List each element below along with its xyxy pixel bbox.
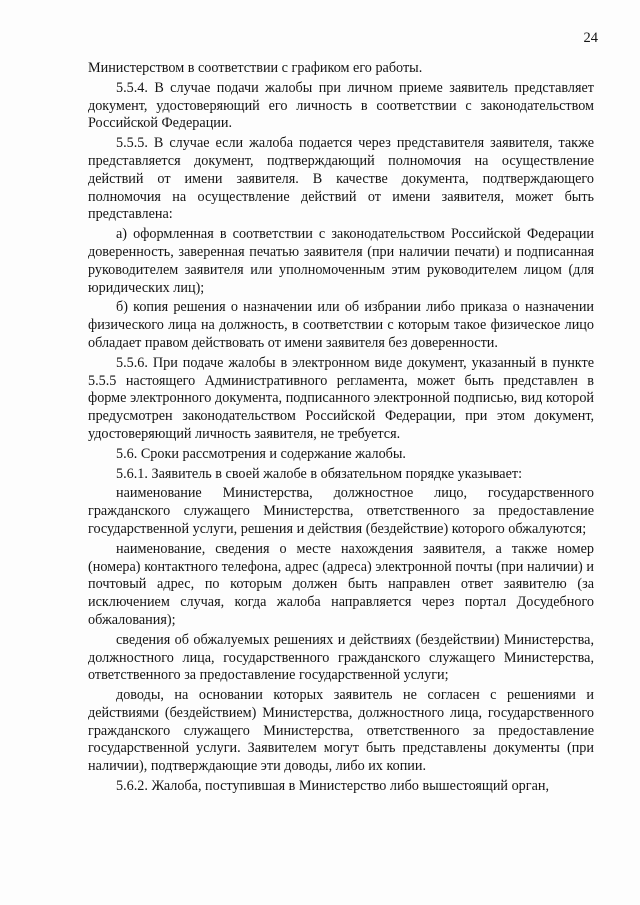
list-item: наименование Министерства, должностное лицо, государственного гражданского служащего Министерства, ответственного за предоставление государственной услуги, решения и действия (бездействие) которого обжалуются; bbox=[88, 485, 594, 537]
section-heading: 5.6. Сроки рассмотрения и содержание жалобы. bbox=[116, 445, 406, 462]
list-item: наименование, сведения о месте нахождения заявителя, а также номер (номера) контактного телефона, адрес (адреса) электронной почты (при наличии) и почтовый адрес, по которым должен быть направлен ответ заявителю (за исключением случая, когда жалоба направляется через портал Досудебного обжалования); bbox=[88, 540, 594, 628]
paragraph: 5.5.4. В случае подачи жалобы при личном приеме заявитель представляет документ, удостоверяющий его личность в соответствии с законодательством Российской Федерации. bbox=[88, 79, 594, 132]
page-number: 24 bbox=[583, 30, 598, 46]
paragraph: 5.6.1. Заявитель в своей жалобе в обязательном порядке указывает: bbox=[116, 465, 523, 482]
paragraph: 5.5.6. При подаче жалобы в электронном виде документ, указанный в пункте 5.5.5 настоящего Административного регламента, может быть представлен в форме электронного документа, подписанного электронной подписью, вид которой предусмотрен законодательством Российской Федерации, при этом документ, удостоверяющий личность заявителя, не требуется. bbox=[88, 354, 594, 442]
list-item: доводы, на основании которых заявитель не согласен с решениями и действиями (бездействием) Министерства, должностного лица, государственного гражданского служащего Министерства, ответственного за предоставление государственной услуги. Заявителем могут быть представлены документы (при наличии), подтверждающие эти доводы, либо их копии. bbox=[88, 687, 594, 775]
paragraph: а) оформленная в соответствии с законодательством Российской Федерации доверенность, заверенная печатью заявителя (при наличии печати) и подписанная руководителем заявителя или уполномоченным этим руководителем лицом (для юридических лиц); bbox=[88, 226, 594, 296]
paragraph: Министерством в соответствии с графиком его работы. bbox=[88, 60, 423, 76]
paragraph: 5.5.5. В случае если жалоба подается через представителя заявителя, также представляется документ, подтверждающий полномочия на осуществление действий от имени заявителя. В качестве документа, подтверждающего полномочия на осуществление действий от имени заявителя, может быть представлена: bbox=[88, 135, 594, 223]
document-body bbox=[88, 60, 594, 798]
paragraph: 5.6.2. Жалоба, поступившая в Министерство либо вышестоящий орган, bbox=[116, 778, 550, 795]
list-item: сведения об обжалуемых решениях и действиях (бездействии) Министерства, должностного лица, государственного гражданского служащего Министерства, ответственного за предоставление государственной услуги; bbox=[88, 631, 594, 684]
paragraph: б) копия решения о назначении или об избрании либо приказа о назначении физического лица на должность, в соответствии с которым такое физическое лицо обладает правом действовать от имени заявителя без доверенности. bbox=[88, 299, 594, 351]
